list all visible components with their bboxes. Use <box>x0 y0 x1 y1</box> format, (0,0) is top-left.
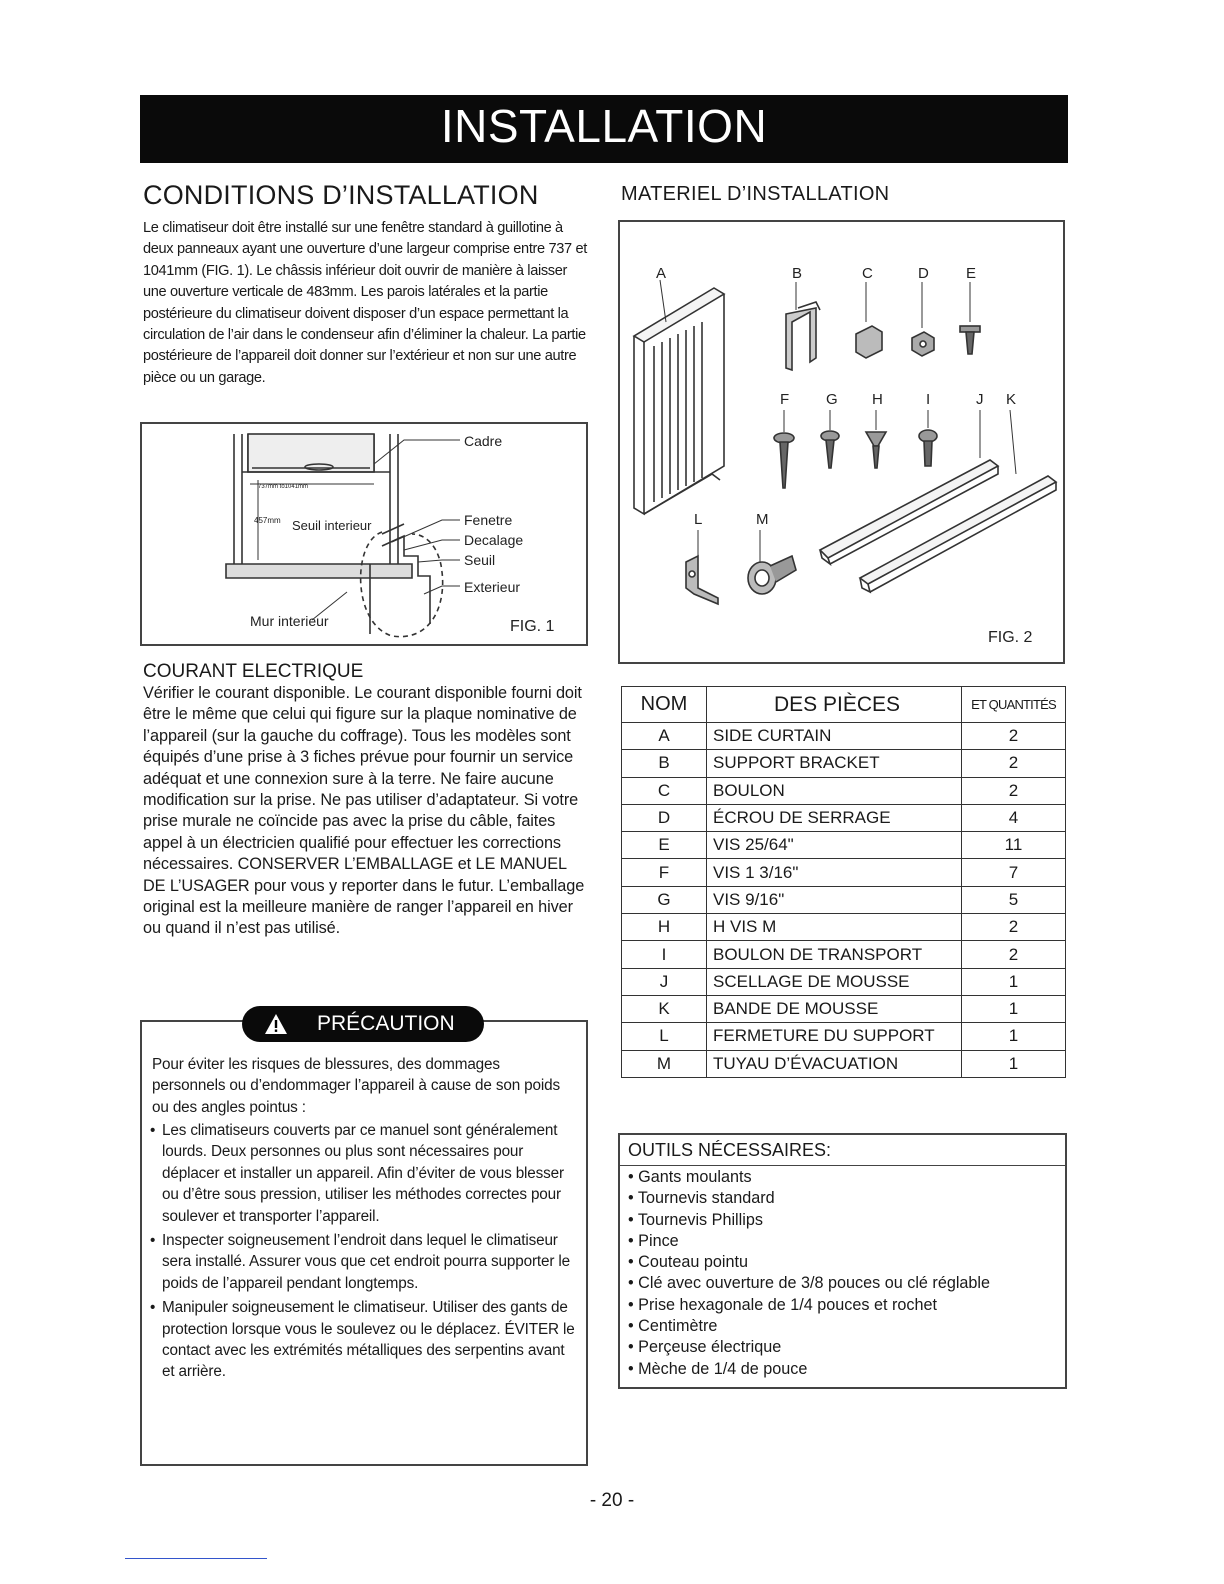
part-code: G <box>622 886 707 913</box>
part-code: I <box>622 941 707 968</box>
bolt-i-drawing <box>919 410 937 466</box>
courant-title: COURANT ELECTRIQUE <box>143 661 364 682</box>
parts-table-row <box>622 914 1066 941</box>
part-code: F <box>622 859 707 886</box>
part-letter-c: C <box>862 265 873 282</box>
parts-table-row <box>622 941 1066 968</box>
support-bracket-drawing <box>786 282 820 370</box>
fig2-parts-diagram <box>618 220 1065 664</box>
fig2-drawing <box>620 222 1063 662</box>
part-letter-d: D <box>918 265 929 282</box>
label-decalage: Decalage <box>464 532 524 548</box>
parts-table <box>621 686 1066 1078</box>
tools-list <box>628 1167 990 1380</box>
part-letter-e: E <box>966 265 977 282</box>
part-quantity: 2 <box>962 914 1066 941</box>
screw-h-drawing <box>866 410 886 468</box>
exhaust-m-drawing <box>748 530 796 594</box>
precaution-label-text: PRÉCAUTION <box>317 1012 455 1035</box>
part-code: E <box>622 832 707 859</box>
header-quantites: ET QUANTITÉS <box>962 687 1066 723</box>
screw-f-drawing <box>774 410 794 488</box>
tool-item: • Gants moulants <box>628 1167 990 1188</box>
parts-table-row <box>622 995 1066 1022</box>
part-code: L <box>622 1023 707 1050</box>
screw-e-drawing <box>960 282 980 354</box>
fig1-window-diagram <box>140 422 588 646</box>
tools-title: OUTILS NÉCESSAIRES: <box>620 1135 1065 1166</box>
label-width: 737mm to1041mm <box>258 484 309 490</box>
label-mur-interieur: Mur interieur <box>250 613 329 629</box>
materiel-title: MATERIEL D’INSTALLATION <box>621 183 890 205</box>
parts-table-row <box>622 832 1066 859</box>
part-letter-f: F <box>780 391 790 408</box>
parts-table-row <box>622 886 1066 913</box>
part-letter-i: I <box>926 391 931 408</box>
precaution-intro: Pour éviter les risques de blessures, des dommages personnels ou d’endommager l’appareil à cause de son poids ou des angles pointus : <box>152 1056 560 1116</box>
part-quantity: 1 <box>962 1050 1066 1077</box>
parts-table-row <box>622 859 1066 886</box>
part-quantity: 2 <box>962 723 1066 750</box>
page-number: - 20 - <box>589 1490 635 1511</box>
conditions-text: Le climatiseur doit être installé sur une fenêtre standard à guillotine à deux panneaux ayant une ouverture d’une largeur comprise entre 737 et 1041mm (FIG. 1). Le châssis inférieur doit ouvrir de manière à laisser une ouverture verticale de 483mm. Les parois latérales et la partie postérieure du climatiseur doivent disposer d’un espace permettant la circulation de l’air dans le condenseur afin d’éliminer la chaleur. La partie postérieure de l’appareil doit donner sur l’extérieur et non sur une autre pièce ou un garage. <box>143 220 587 386</box>
courant-text: Vérifier le courant disponible. Le courant disponible fourni doit être le même que celui qui figure sur la plaque nominative de l’appareil (sur la gauche du coffrage). Tous les modèles sont équipés d’une prise à 3 fiches prévue pour fournir un service adéquat et une connexion sure à la terre. Ne faire aucune modification sur la prise. Ne pas utiliser d’adaptateur. Si votre prise murale ne coïncide pas avec la prise du câble, faites appel à un électricien qualifié pour effectuer les corrections nécessaires. CONSERVER L’EMBALLAGE et LE MANUEL DE L’USAGER pour vous y reporter dans le futur. L’emballage original est la meilleure manière de ranger l’appareil en hiver ou quand il n’est pas utilisé. <box>143 684 585 938</box>
label-height: 457mm <box>254 516 281 525</box>
part-quantity: 7 <box>962 859 1066 886</box>
header-nom: NOM <box>622 687 707 723</box>
precaution-list <box>150 1120 578 1386</box>
part-code: B <box>622 750 707 777</box>
part-letter-m: M <box>756 511 769 528</box>
footer-link-line <box>125 1558 267 1559</box>
part-name: VIS 9/16" <box>707 886 962 913</box>
tool-item: • Tournevis Phillips <box>628 1210 990 1231</box>
tool-item: • Perçeuse électrique <box>628 1337 990 1358</box>
side-curtain-drawing <box>634 280 724 514</box>
parts-table-row <box>622 968 1066 995</box>
precaution-item: • Les climatiseurs couverts par ce manuel sont généralement lourds. Deux personnes ou plus sont nécessaires pour déplacer et installer un appareil. Afin d’éviter de vous blesser ou d’être sous pression, utiliser les méthodes correctes pour soulever et transporter l’appareil. <box>150 1120 578 1227</box>
label-exterieur: Exterieur <box>464 579 521 595</box>
part-quantity: 1 <box>962 995 1066 1022</box>
part-quantity: 11 <box>962 832 1066 859</box>
label-seuil: Seuil <box>464 552 496 568</box>
part-letter-l: L <box>694 511 703 528</box>
part-letter-h: H <box>872 391 883 408</box>
part-name: SUPPORT BRACKET <box>707 750 962 777</box>
part-name: VIS 1 3/16" <box>707 859 962 886</box>
part-code: J <box>622 968 707 995</box>
part-code: D <box>622 804 707 831</box>
part-code: K <box>622 995 707 1022</box>
part-letter-k: K <box>1006 391 1017 408</box>
screw-g-drawing <box>821 410 839 468</box>
part-name: TUYAU D’ÉVACUATION <box>707 1050 962 1077</box>
tool-item: • Couteau pointu <box>628 1252 990 1273</box>
parts-table-row <box>622 804 1066 831</box>
part-code: H <box>622 914 707 941</box>
part-quantity: 2 <box>962 777 1066 804</box>
tool-item: • Pince <box>628 1231 990 1252</box>
part-quantity: 5 <box>962 886 1066 913</box>
conditions-title: CONDITIONS D’INSTALLATION <box>143 180 539 210</box>
part-name: ÉCROU DE SERRAGE <box>707 804 962 831</box>
parts-table-row <box>622 1050 1066 1077</box>
part-quantity: 2 <box>962 941 1066 968</box>
part-name: SCELLAGE DE MOUSSE <box>707 968 962 995</box>
label-fenetre: Fenetre <box>464 512 513 528</box>
part-letter-a: A <box>656 265 667 282</box>
precaution-item: • Inspecter soigneusement l’endroit dans lequel le climatiseur sera installé. Assurer vous que cet endroit pourra supporter le poids de l’appareil pendant longtemps. <box>150 1230 578 1294</box>
fig2-caption: FIG. 2 <box>988 629 1033 646</box>
parts-table-row <box>622 723 1066 750</box>
bracket-l-drawing <box>686 530 718 604</box>
foam-seal-j-drawing <box>820 410 998 564</box>
part-quantity: 2 <box>962 750 1066 777</box>
part-quantity: 1 <box>962 1023 1066 1050</box>
part-letter-b: B <box>792 265 803 282</box>
part-code: M <box>622 1050 707 1077</box>
tool-item: • Clé avec ouverture de 3/8 pouces ou clé réglable <box>628 1273 990 1294</box>
tool-item: • Prise hexagonale de 1/4 pouces et rochet <box>628 1295 990 1316</box>
part-name: SIDE CURTAIN <box>707 723 962 750</box>
part-letter-j: J <box>976 391 984 408</box>
part-name: BOULON <box>707 777 962 804</box>
label-seuil-interieur: Seuil interieur <box>292 518 372 533</box>
part-code: C <box>622 777 707 804</box>
precaution-label <box>242 1006 484 1042</box>
part-name: H VIS M <box>707 914 962 941</box>
tool-item: • Mèche de 1/4 de pouce <box>628 1359 990 1380</box>
header-pieces: DES PIÈCES <box>707 687 962 723</box>
section-banner: INSTALLATION <box>140 95 1068 163</box>
part-letter-g: G <box>826 391 838 408</box>
parts-table-row <box>622 777 1066 804</box>
bolt-c-drawing <box>856 282 882 358</box>
label-cadre: Cadre <box>464 433 503 449</box>
part-name: VIS 25/64" <box>707 832 962 859</box>
warning-icon <box>264 1013 288 1035</box>
fig1-caption: FIG. 1 <box>510 618 555 635</box>
precaution-item: • Manipuler soigneusement le climatiseur. Utiliser des gants de protection lorsque vous le soulevez ou le déplacez. ÉVITER le contact avec les extrémités métalliques des serpentins avant et arrière. <box>150 1297 578 1383</box>
part-quantity: 4 <box>962 804 1066 831</box>
part-quantity: 1 <box>962 968 1066 995</box>
part-name: BANDE DE MOUSSE <box>707 995 962 1022</box>
tool-item: • Centimètre <box>628 1316 990 1337</box>
nut-d-drawing <box>912 282 934 356</box>
part-name: FERMETURE DU SUPPORT <box>707 1023 962 1050</box>
fig1-drawing <box>142 424 586 644</box>
parts-table-header <box>622 687 1066 723</box>
part-name: BOULON DE TRANSPORT <box>707 941 962 968</box>
parts-table-row <box>622 750 1066 777</box>
foam-strip-k-drawing <box>860 410 1056 592</box>
part-code: A <box>622 723 707 750</box>
parts-table-row <box>622 1023 1066 1050</box>
tool-item: • Tournevis standard <box>628 1188 990 1209</box>
